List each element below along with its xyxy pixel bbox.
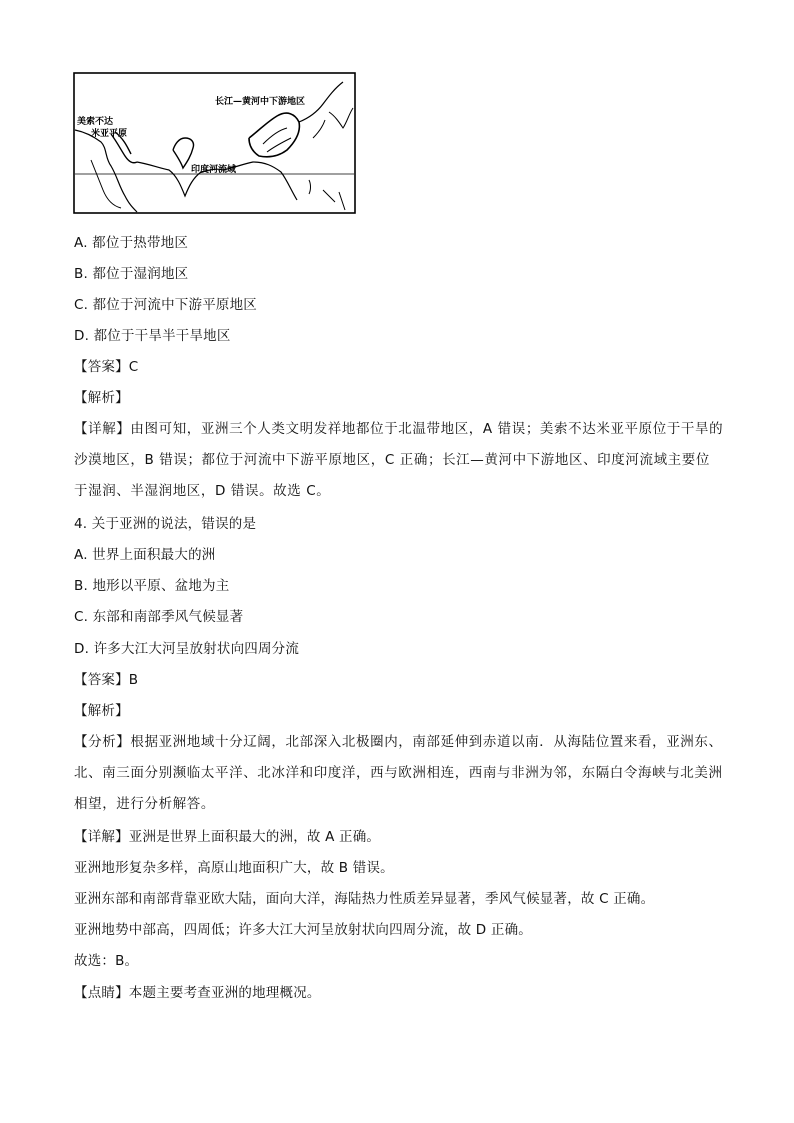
q4-conclusion: 故选：B。 — [74, 953, 139, 969]
map-label-mesopotamia-2: 米亚平原 — [91, 129, 128, 139]
q3-option-d: D. 都位于干旱半干旱地区 — [74, 328, 231, 344]
q4-analysis-heading: 【解析】 — [74, 703, 129, 719]
q4-question: 4. 关于亚洲的说法，错误的是 — [74, 516, 257, 532]
q4-option-b: B. 地形以平原、盆地为主 — [74, 578, 230, 594]
q4-detail-4: 亚洲地势中部高，四周低；许多大江大河呈放射状向四周分流，故 D 正确。 — [74, 922, 532, 938]
q3-answer: 【答案】C — [74, 359, 139, 375]
q4-fenxi: 【分析】根据亚洲地域十分辽阔，北部深入北极圈内，南部延伸到赤道以南．从海陆位置来看，亚洲东、北、南三面分别濒临太平洋、北冰洋和印度洋，西与欧洲相连，西南与非洲为邻，东隔白令海峡与北美洲相望，进行分析解答。 — [74, 734, 723, 812]
map-label-yangtze: 长江—黄河中下游地区 — [215, 97, 306, 107]
q4-answer: 【答案】B — [74, 672, 139, 688]
q3-analysis-heading: 【解析】 — [74, 390, 129, 406]
map-label-mesopotamia-1: 美索不达 — [77, 117, 114, 127]
map-label-indus: 印度河流域 — [191, 165, 237, 175]
q4-option-d: D. 许多大江大河呈放射状向四周分流 — [74, 641, 300, 657]
q4-option-c: C. 东部和南部季风气候显著 — [74, 609, 244, 625]
q4-dianjing: 【点睛】本题主要考查亚洲的地理概况。 — [74, 985, 321, 1001]
q3-option-b: B. 都位于湿润地区 — [74, 266, 189, 282]
q4-detail-1: 【详解】亚洲是世界上面积最大的洲，故 A 正确。 — [74, 829, 381, 845]
q3-option-a: A. 都位于热带地区 — [74, 235, 189, 251]
q4-option-a: A. 世界上面积最大的洲 — [74, 547, 216, 563]
q3-detail: 【详解】由图可知，亚洲三个人类文明发祥地都位于北温带地区，A 错误；美索不达米亚平原位于干旱的沙漠地区，B 错误；都位于河流中下游平原地区，C 正确；长江—黄河中下游地区、印度河流域主要位于湿润、半湿润地区，D 错误。故选 C。 — [74, 421, 724, 499]
q4-detail-3: 亚洲东部和南部背靠亚欧大陆，面向大洋，海陆热力性质差异显著，季风气候显著，故 C 正确。 — [74, 891, 655, 907]
asia-civilization-map — [73, 72, 356, 214]
q3-option-c: C. 都位于河流中下游平原地区 — [74, 297, 258, 313]
q4-detail-2: 亚洲地形复杂多样，高原山地面积广大，故 B 错误。 — [74, 860, 394, 876]
